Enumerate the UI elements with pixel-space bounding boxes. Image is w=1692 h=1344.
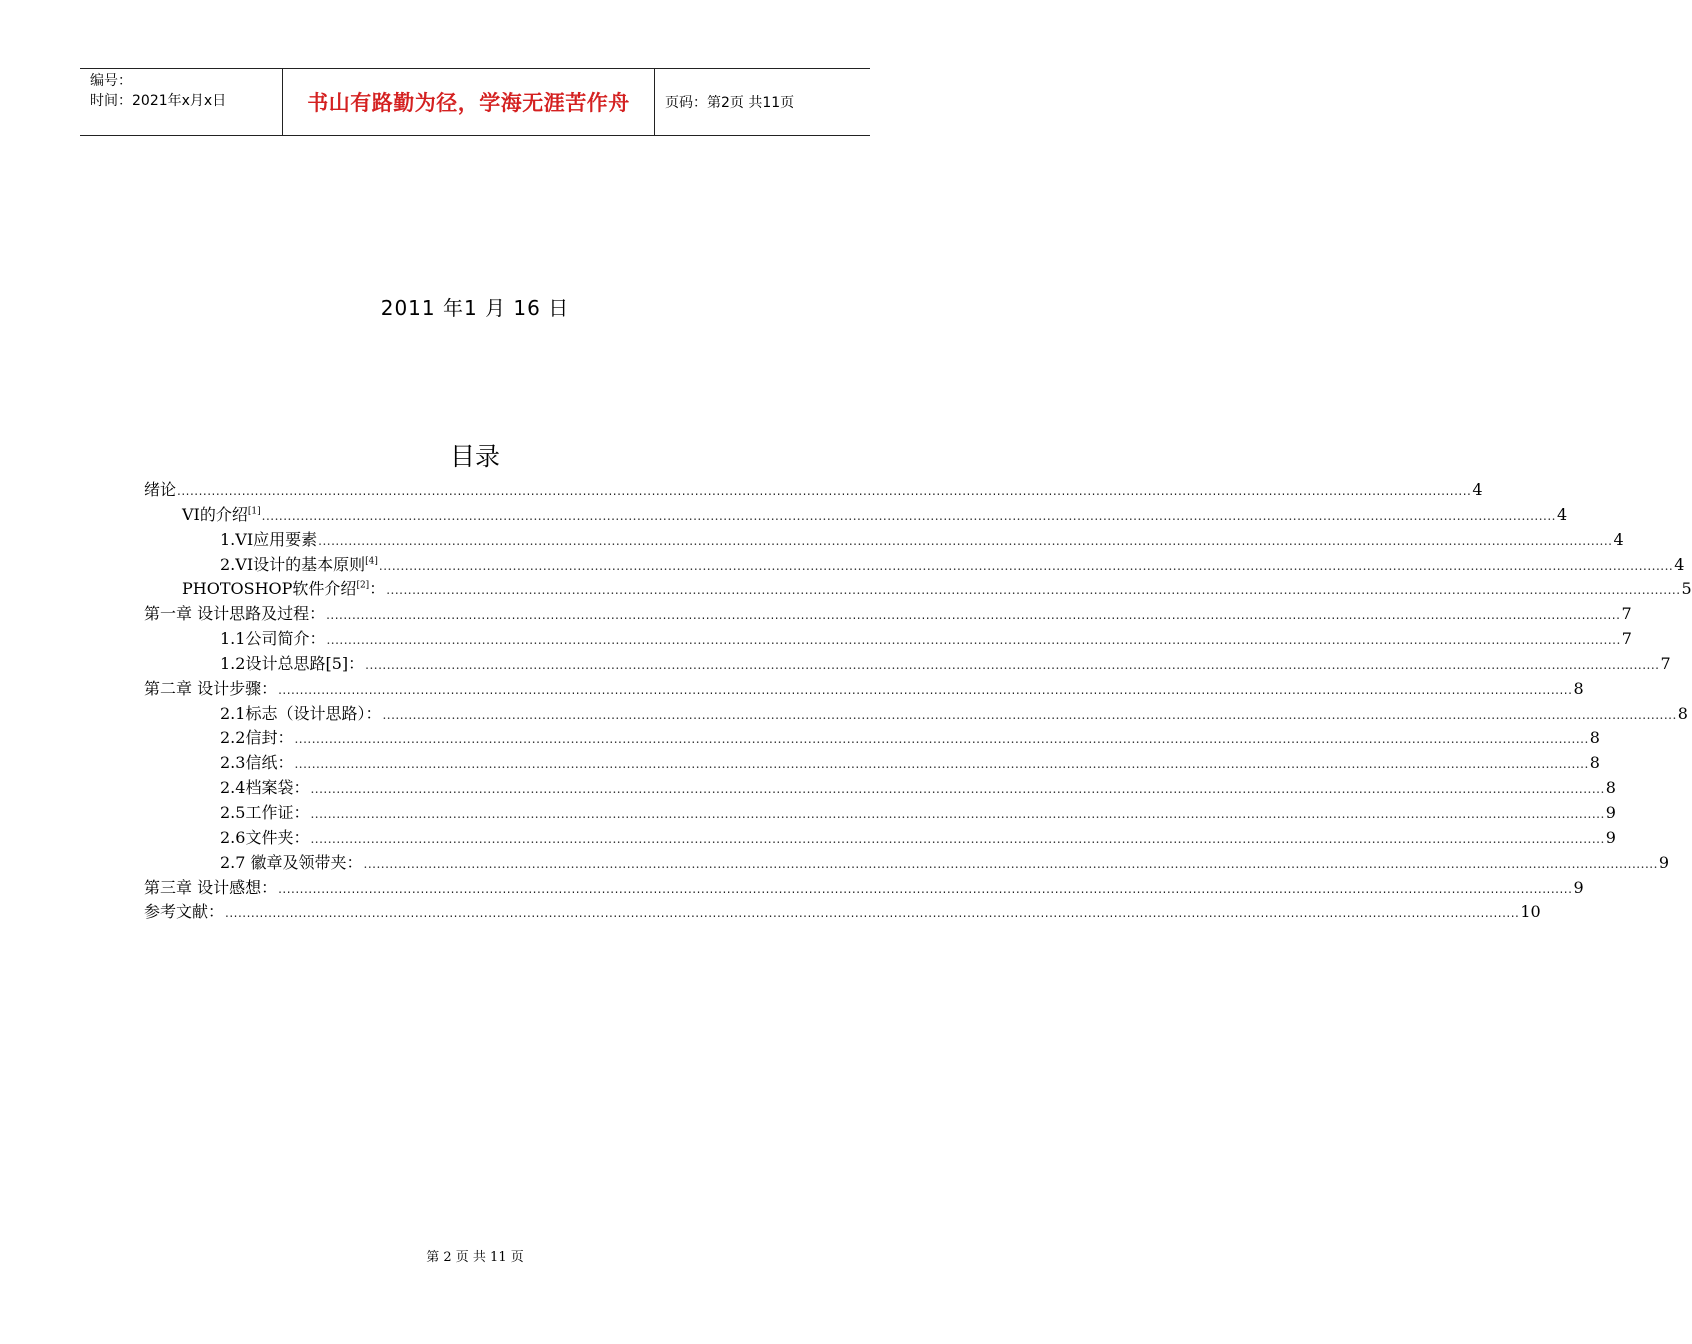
toc-entry[interactable] xyxy=(144,602,1632,627)
toc-leader-dots: ............................................................................................................................................................................................................................................................................................................ xyxy=(310,782,1605,797)
toc-entry[interactable] xyxy=(144,801,1616,826)
toc-leader-dots: ............................................................................................................................................................................................................................................................................................................ xyxy=(363,856,1658,871)
page-footer: 第 2 页 共 11 页 xyxy=(426,1250,524,1265)
toc-entry-title: 绪论 xyxy=(144,480,177,499)
toc-page-number: 9 xyxy=(1573,877,1584,897)
citation-mark: [4] xyxy=(365,556,378,567)
toc-leader-dots: ............................................................................................................................................................................................................................................................................................................ xyxy=(326,633,1621,648)
toc-entry-title: 参考文献： xyxy=(144,902,225,922)
toc-page-number: 5 xyxy=(1681,579,1692,599)
toc-leader-dots: ............................................................................................................................................................................................................................................................................................................ xyxy=(365,657,1660,672)
toc-leader-dots: ............................................................................................................................................................................................................................................................................................................ xyxy=(294,757,1589,772)
toc-page-number: 8 xyxy=(1573,678,1584,698)
toc-page-number: 7 xyxy=(1621,604,1632,624)
toc-entry[interactable] xyxy=(144,851,1670,876)
toc-entry[interactable] xyxy=(144,702,1688,727)
citation-mark: [2] xyxy=(356,581,370,592)
toc-page-number: 9 xyxy=(1605,827,1616,847)
toc-entry-title: 1.2设计总思路[5]： xyxy=(220,653,365,673)
header-page-info: 页码：第2页 共11页 xyxy=(665,95,795,111)
toc-entry[interactable] xyxy=(144,826,1616,851)
toc-page-number: 8 xyxy=(1605,778,1616,798)
toc-entry-title: 2.4档案袋： xyxy=(220,778,310,798)
toc-entry-title: 2.5工作证： xyxy=(220,802,310,822)
document-date: 2011 年1 月 16 日 xyxy=(380,296,570,320)
toc-leader-dots: ............................................................................................................................................................................................................................................................................................................ xyxy=(326,608,1621,623)
number-label: 编号： xyxy=(90,73,132,89)
toc-entry[interactable] xyxy=(144,478,1483,503)
toc-leader-dots: ............................................................................................................................................................................................................................................................................................................ xyxy=(386,583,1681,598)
toc-page-number: 7 xyxy=(1660,653,1671,673)
toc-leader-dots: ............................................................................................................................................................................................................................................................................................................ xyxy=(278,682,1573,697)
toc-entry[interactable] xyxy=(144,503,1568,528)
toc-page-number: 4 xyxy=(1472,480,1483,499)
citation-mark: [1] xyxy=(247,506,261,517)
toc-page-number: 4 xyxy=(1613,529,1624,549)
toc-entry-title: 1.VI应用要素 xyxy=(220,529,318,549)
toc-page-number: 8 xyxy=(1589,753,1600,773)
toc-page-number: 8 xyxy=(1589,728,1600,748)
toc-entry-title: 2.6文件夹： xyxy=(220,827,310,847)
toc-page-number: 8 xyxy=(1677,703,1688,723)
toc-title: 目录 xyxy=(449,442,500,471)
toc-entry[interactable] xyxy=(144,726,1600,751)
toc-entry[interactable] xyxy=(144,652,1671,677)
toc-entry[interactable] xyxy=(144,900,1541,925)
document-header xyxy=(80,68,870,136)
toc-page-number: 7 xyxy=(1621,629,1632,649)
toc-page-number: 9 xyxy=(1658,852,1670,872)
toc-entry-title: 2.1标志（设计思路）： xyxy=(220,703,382,723)
toc-entry-title: 2.7 徽章及领带夹： xyxy=(220,852,363,872)
table-of-contents xyxy=(144,478,1692,925)
toc-entry-title: 2.2信封： xyxy=(220,728,294,748)
toc-entry-title: VI的介绍[1] xyxy=(182,504,261,524)
toc-entry[interactable] xyxy=(144,627,1632,652)
toc-page-number: 4 xyxy=(1556,504,1568,524)
toc-entry-title: 2.VI设计的基本原则[4] xyxy=(220,554,378,574)
toc-entry-title: 2.3信纸： xyxy=(220,753,294,773)
toc-leader-dots: ............................................................................................................................................................................................................................................................................................................ xyxy=(310,806,1605,821)
toc-leader-dots: ............................................................................................................................................................................................................................................................................................................ xyxy=(261,508,1556,523)
toc-entry[interactable] xyxy=(144,776,1616,801)
toc-page-number: 10 xyxy=(1520,902,1541,922)
toc-entry-title: 第二章 设计步骤： xyxy=(144,678,278,698)
toc-entry-title: 第三章 设计感想： xyxy=(144,877,278,897)
toc-entry-title: 第一章 设计思路及过程： xyxy=(144,604,326,624)
toc-leader-dots: ............................................................................................................................................................................................................................................................................................................ xyxy=(310,831,1605,846)
toc-entry[interactable] xyxy=(144,876,1584,901)
toc-leader-dots: ............................................................................................................................................................................................................................................................................................................ xyxy=(225,906,1520,921)
toc-leader-dots: ............................................................................................................................................................................................................................................................................................................ xyxy=(318,533,1613,548)
toc-leader-dots: ............................................................................................................................................................................................................................................................................................................ xyxy=(177,484,1472,498)
toc-leader-dots: ............................................................................................................................................................................................................................................................................................................ xyxy=(382,707,1677,722)
toc-leader-dots: ............................................................................................................................................................................................................................................................................................................ xyxy=(294,732,1589,747)
toc-entry[interactable] xyxy=(144,553,1685,578)
toc-page-number: 4 xyxy=(1674,554,1685,574)
toc-leader-dots: ............................................................................................................................................................................................................................................................................................................ xyxy=(278,881,1573,896)
toc-leader-dots: ............................................................................................................................................................................................................................................................................................................ xyxy=(378,558,1674,573)
toc-entry[interactable] xyxy=(144,528,1624,553)
toc-entry[interactable] xyxy=(144,577,1692,602)
toc-entry-title: PHOTOSHOP软件介绍[2]： xyxy=(182,579,386,599)
toc-entry-title: 1.1公司简介： xyxy=(220,629,326,649)
toc-entry[interactable] xyxy=(144,677,1584,702)
time-label: 时间：2021年x月x日 xyxy=(90,93,227,109)
toc-entry[interactable] xyxy=(144,751,1600,776)
header-motto: 书山有路勤为径，学海无涯苦作舟 xyxy=(282,69,655,135)
header-meta xyxy=(80,69,282,135)
toc-page-number: 9 xyxy=(1605,802,1616,822)
